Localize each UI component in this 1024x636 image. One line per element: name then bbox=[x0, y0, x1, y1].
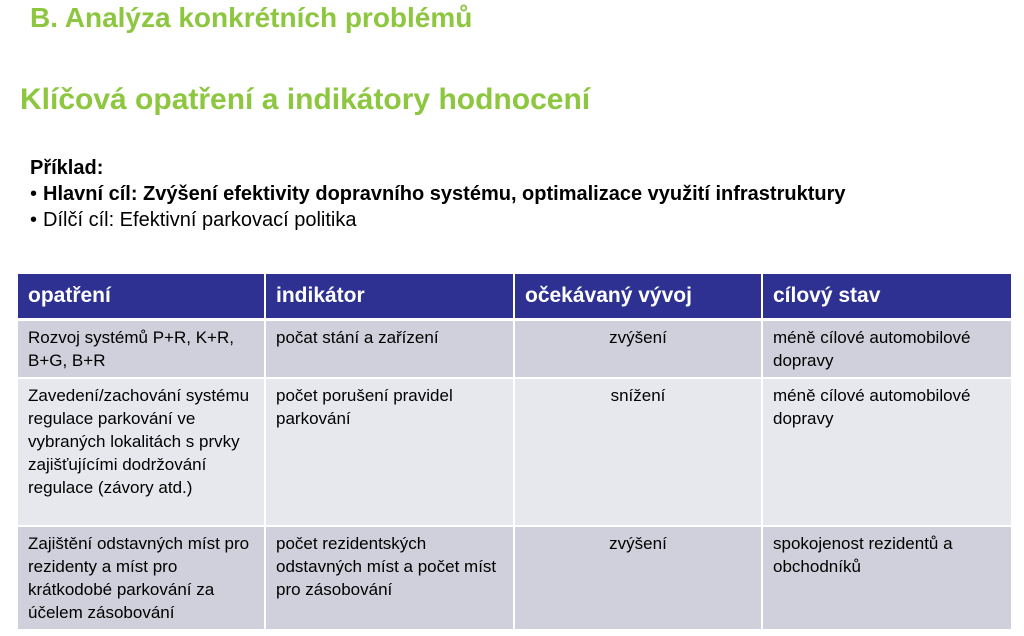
cell-target: méně cílové automobilové dopravy bbox=[762, 378, 1011, 526]
section-title: B. Analýza konkrétních problémů bbox=[30, 2, 473, 33]
bullet-icon: • bbox=[30, 209, 38, 231]
cell-indicator: počat stání a zařízení bbox=[265, 320, 514, 379]
table-row bbox=[18, 526, 1011, 630]
header-indicator: indikátor bbox=[265, 274, 514, 320]
main-goal: Hlavní cíl: Zvýšení efektivity dopravního systému, optimalizace využití infrastruktury bbox=[43, 183, 846, 205]
header-trend: očekávaný vývoj bbox=[514, 274, 762, 320]
cell-target: méně cílové automobilové dopravy bbox=[762, 320, 1011, 379]
cell-measure: Zajištění odstavných míst pro rezidenty a míst pro krátkodobé parkování za účelem zásobování bbox=[18, 526, 265, 630]
sub-goal-line bbox=[30, 207, 845, 233]
cell-target: spokojenost rezidentů a obchodníků bbox=[762, 526, 1011, 630]
cell-measure: Zavedení/zachování systému regulace parkování ve vybraných lokalitách s prvky zajišťujícími dodržování regulace (závory atd.) bbox=[18, 378, 265, 526]
table-row bbox=[18, 378, 1011, 526]
example-block bbox=[30, 155, 845, 233]
cell-trend: snížení bbox=[514, 378, 762, 526]
sub-goal: Dílčí cíl: Efektivní parkovací politika bbox=[43, 209, 357, 231]
cell-measure: Rozvoj systémů P+R, K+R, B+G, B+R bbox=[18, 320, 265, 379]
table-header-row bbox=[18, 274, 1011, 320]
example-label: Příklad: bbox=[30, 157, 104, 179]
main-goal-line bbox=[30, 181, 845, 207]
table-row bbox=[18, 320, 1011, 379]
cell-trend: zvýšení bbox=[514, 526, 762, 630]
cell-indicator: počet rezidentských odstavných míst a počet míst pro zásobování bbox=[265, 526, 514, 630]
cell-trend: zvýšení bbox=[514, 320, 762, 379]
header-target: cílový stav bbox=[762, 274, 1011, 320]
header-measure: opatření bbox=[18, 274, 265, 320]
measures-table bbox=[18, 274, 1011, 631]
slide-title: Klíčová opatření a indikátory hodnocení bbox=[20, 83, 591, 116]
cell-indicator: počet porušení pravidel parkování bbox=[265, 378, 514, 526]
bullet-icon: • bbox=[30, 183, 38, 205]
